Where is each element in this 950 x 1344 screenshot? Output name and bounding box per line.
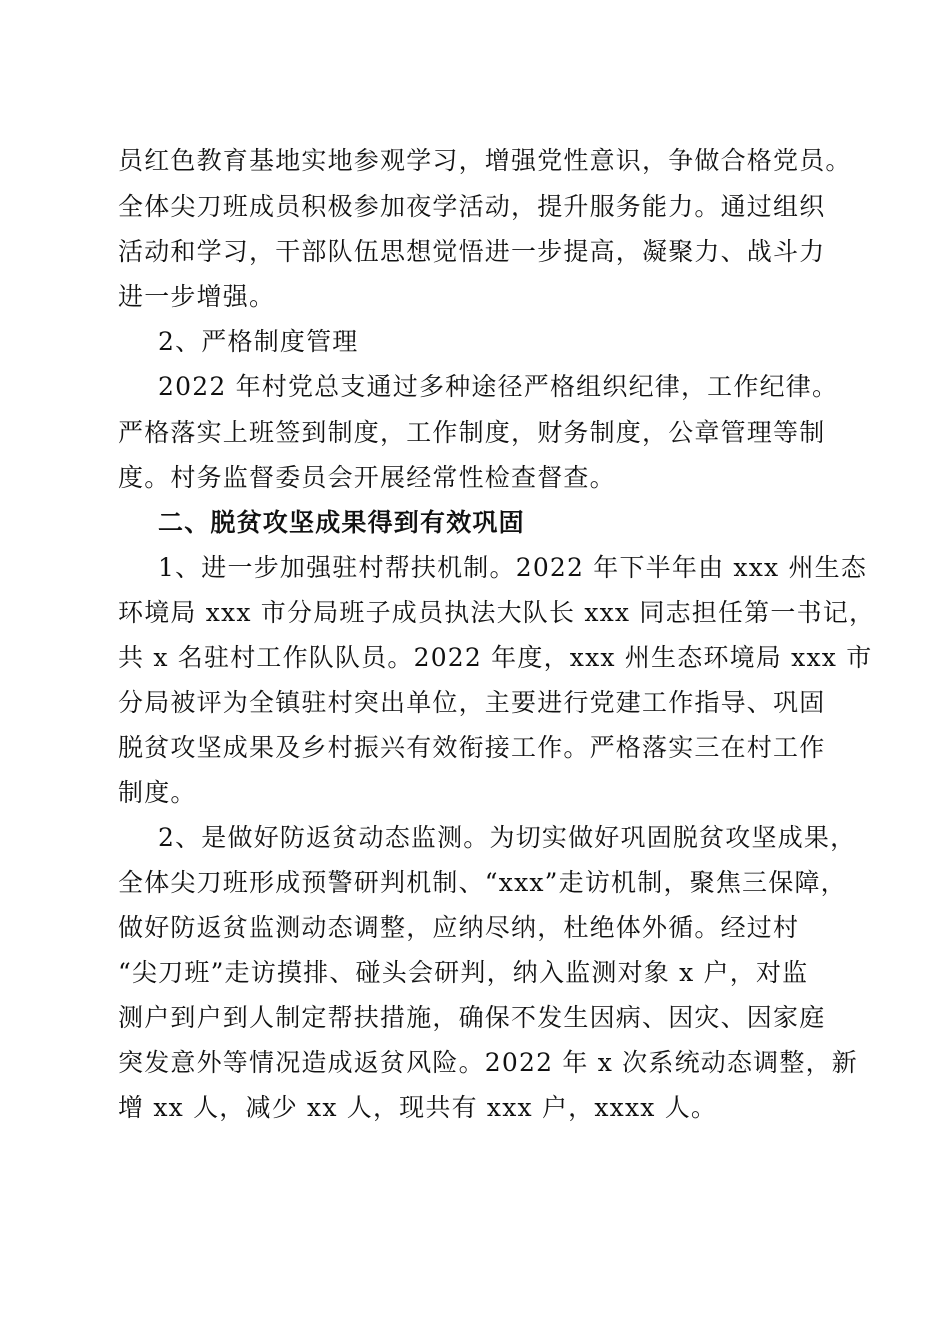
paragraph-line: 制度。 <box>118 778 197 807</box>
paragraph-line: 1、进一步加强驻村帮扶机制。2022 年下半年由 xxx 州生态 <box>158 553 868 582</box>
paragraph-line: 严格落实上班签到制度，工作制度，财务制度，公章管理等制 <box>118 418 826 447</box>
paragraph-line: 2022 年村党总支通过多种途径严格组织纪律，工作纪律。 <box>158 372 839 401</box>
paragraph-line: “尖刀班”走访摸排、碰头会研判，纳入监测对象 x 户，对监 <box>118 958 809 987</box>
paragraph-line: 做好防返贫监测动态调整，应纳尽纳，杜绝体外循。经过村 <box>118 913 800 942</box>
paragraph-line: 共 x 名驻村工作队队员。2022 年度，xxx 州生态环境局 xxx 市 <box>118 643 873 672</box>
paragraph-line: 员红色教育基地实地参观学习，增强党性意识，争做合格党员。 <box>118 146 852 175</box>
section-subheading: 2、严格制度管理 <box>158 327 359 356</box>
paragraph-line: 测户到户到人制定帮扶措施，确保不发生因病、因灾、因家庭 <box>118 1003 826 1032</box>
paragraph-line: 2、是做好防返贫动态监测。为切实做好巩固脱贫攻坚成果， <box>158 823 857 852</box>
section-heading: 二、脱贫攻坚成果得到有效巩固 <box>158 508 525 537</box>
paragraph-line: 突发意外等情况造成返贫风险。2022 年 x 次系统动态调整，新 <box>118 1048 858 1077</box>
paragraph-line: 进一步增强。 <box>118 282 276 311</box>
paragraph-line: 全体尖刀班形成预警研判机制、“xxx”走访机制，聚焦三保障， <box>118 868 847 897</box>
paragraph-line: 分局被评为全镇驻村突出单位，主要进行党建工作指导、巩固 <box>118 688 826 717</box>
paragraph-line: 全体尖刀班成员积极参加夜学活动，提升服务能力。通过组织 <box>118 192 826 221</box>
paragraph-line: 环境局 xxx 市分局班子成员执法大队长 xxx 同志担任第一书记， <box>118 598 876 627</box>
paragraph-line: 脱贫攻坚成果及乡村振兴有效衔接工作。严格落实三在村工作 <box>118 733 826 762</box>
paragraph-line: 增 xx 人，减少 xx 人，现共有 xxx 户，xxxx 人。 <box>118 1093 718 1122</box>
paragraph-line: 活动和学习，干部队伍思想觉悟进一步提高，凝聚力、战斗力 <box>118 237 826 266</box>
paragraph-line: 度。村务监督委员会开展经常性检查督查。 <box>118 463 616 492</box>
